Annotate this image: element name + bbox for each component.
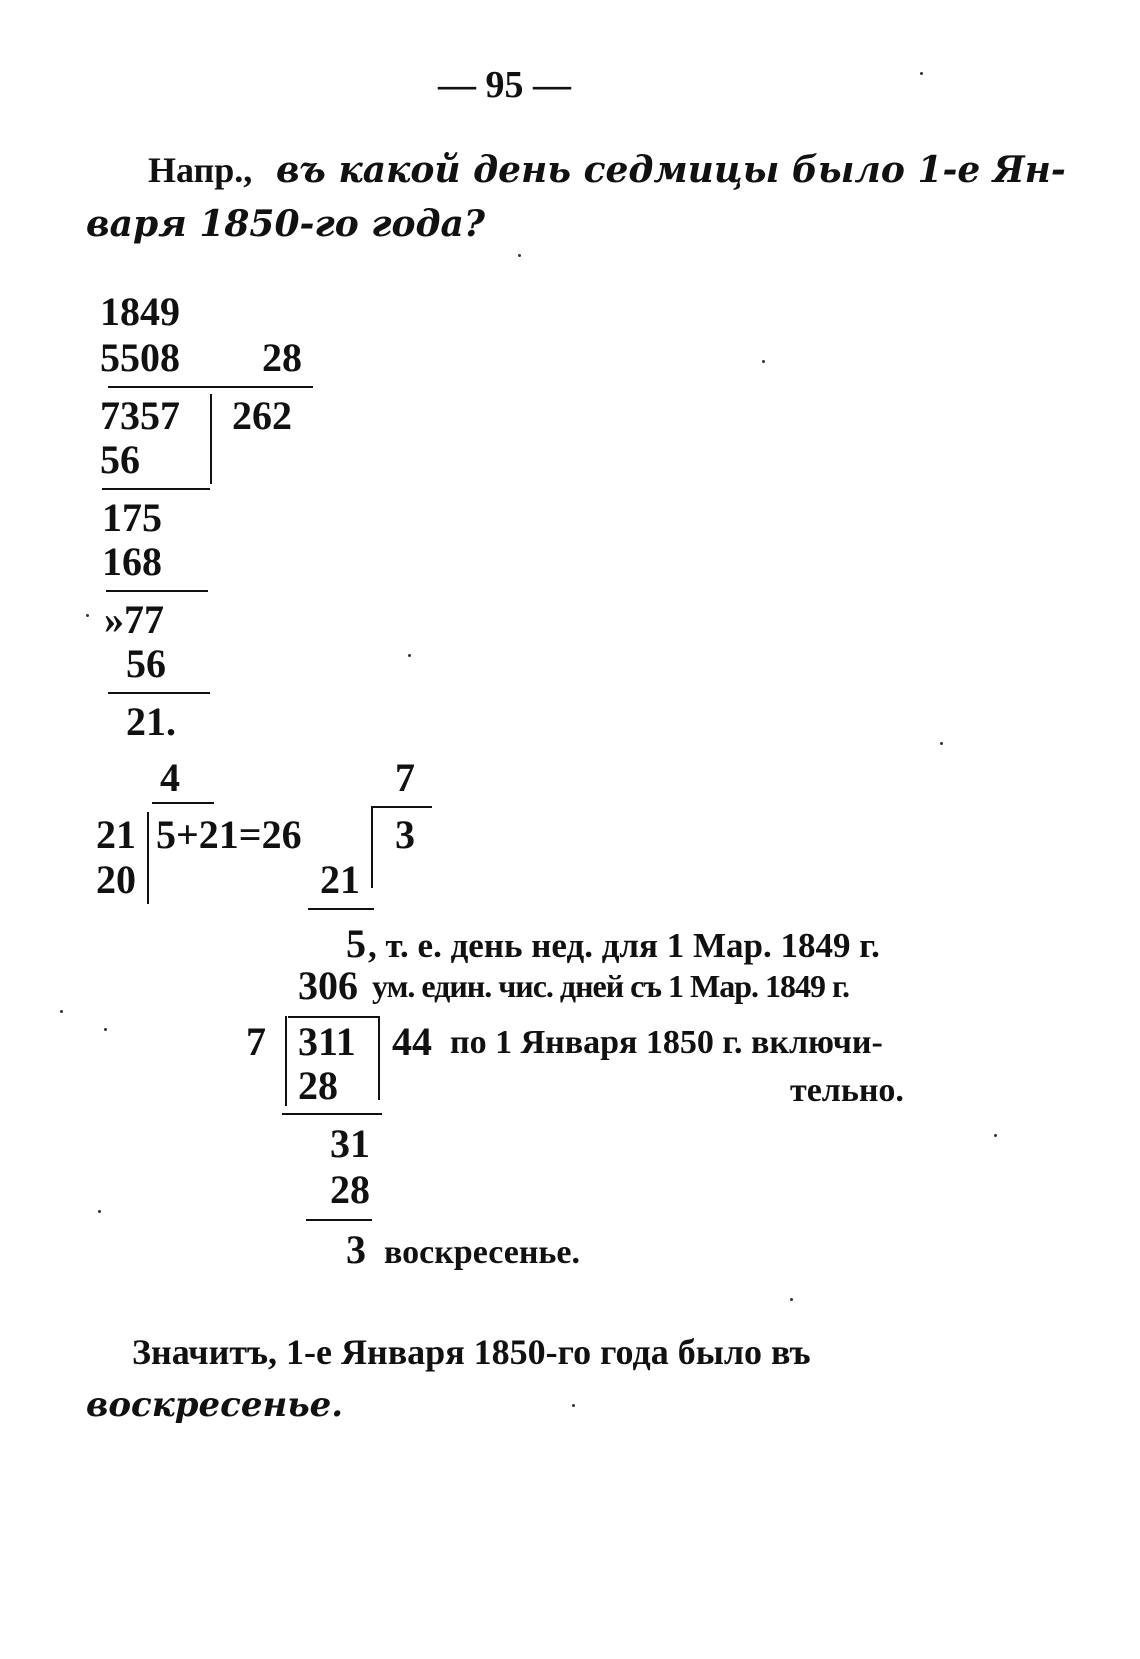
rule-4	[152, 802, 214, 804]
question-line-1: въ какой день седмицы было 1-е Ян-	[276, 149, 1066, 191]
calc-31: 31	[330, 1121, 370, 1166]
rule-2	[106, 590, 208, 592]
calc-28-b: 28	[330, 1167, 370, 1212]
calc-21-a: 21	[96, 812, 136, 857]
note-days-count: ум. един. чис. дней съ 1 Мар. 1849 г.	[372, 968, 849, 1004]
calc-28-a: 28	[298, 1063, 338, 1108]
calc-175: 175	[102, 495, 162, 540]
scan-speck	[104, 1028, 107, 1031]
calc-7357: 7357	[100, 393, 180, 438]
rule-8	[282, 1113, 382, 1115]
scan-speck	[762, 360, 765, 363]
conclusion-line-2: воскресенье.	[86, 1385, 344, 1425]
calc-1849: 1849	[100, 289, 180, 334]
calc-4: 4	[160, 755, 180, 800]
scan-speck	[790, 1298, 793, 1301]
calc-77: »77	[104, 597, 164, 642]
rule-5	[372, 806, 432, 808]
question-prefix: Напр.,	[148, 150, 253, 190]
scan-speck	[86, 614, 89, 617]
note-day-of-week: , т. е. день нед. для 1 Мар. 1849 г.	[368, 926, 880, 965]
calc-56-a: 56	[100, 437, 140, 482]
calc-21-remainder: 21.	[126, 699, 176, 744]
scan-speck	[572, 1404, 575, 1407]
calc-20: 20	[96, 857, 136, 902]
calc-44: 44	[392, 1019, 432, 1064]
calc-28-divisor: 28	[262, 335, 302, 380]
division-bar-1	[210, 394, 212, 484]
division-bar-3	[371, 806, 373, 888]
note-sunday: воскресенье.	[384, 1234, 580, 1271]
calc-5-result: 5	[346, 921, 366, 966]
calc-311: 311	[298, 1019, 356, 1064]
division-bar-2	[147, 812, 149, 904]
calc-168: 168	[102, 539, 162, 584]
rule-6	[308, 908, 374, 910]
scan-speck	[98, 1210, 101, 1213]
sum-rule	[108, 386, 313, 388]
calc-7-divisor: 7	[246, 1019, 266, 1064]
scan-speck	[408, 654, 411, 657]
division-bar-5	[378, 1016, 380, 1100]
division-bar-4	[285, 1016, 287, 1106]
calc-56-b: 56	[126, 641, 166, 686]
calc-3-quotient: 3	[395, 812, 415, 857]
calc-3-final: 3	[346, 1227, 366, 1272]
calc-quotient-262: 262	[232, 393, 292, 438]
rule-3	[108, 692, 210, 694]
scan-speck	[920, 72, 923, 75]
calc-7: 7	[395, 755, 415, 800]
rule-9	[306, 1219, 372, 1221]
calc-306: 306	[298, 963, 358, 1008]
rule-7	[288, 1016, 380, 1018]
calc-21-b: 21	[320, 857, 360, 902]
calc-expression: 5+21=26	[156, 812, 302, 857]
conclusion-line-1: Значитъ, 1-е Января 1850-го года было въ	[132, 1332, 811, 1372]
scan-speck	[518, 254, 521, 257]
scan-speck	[60, 1010, 63, 1013]
page-number: — 95 —	[438, 64, 571, 106]
question-line-2: варя 1850-го года?	[86, 203, 485, 245]
note-to-january: по 1 Января 1850 г. включи-	[450, 1024, 883, 1061]
scan-speck	[940, 742, 943, 745]
calc-5508: 5508	[100, 335, 180, 380]
scan-speck	[994, 1134, 997, 1137]
note-inclusive: тельно.	[790, 1072, 904, 1109]
rule-1	[102, 488, 210, 490]
